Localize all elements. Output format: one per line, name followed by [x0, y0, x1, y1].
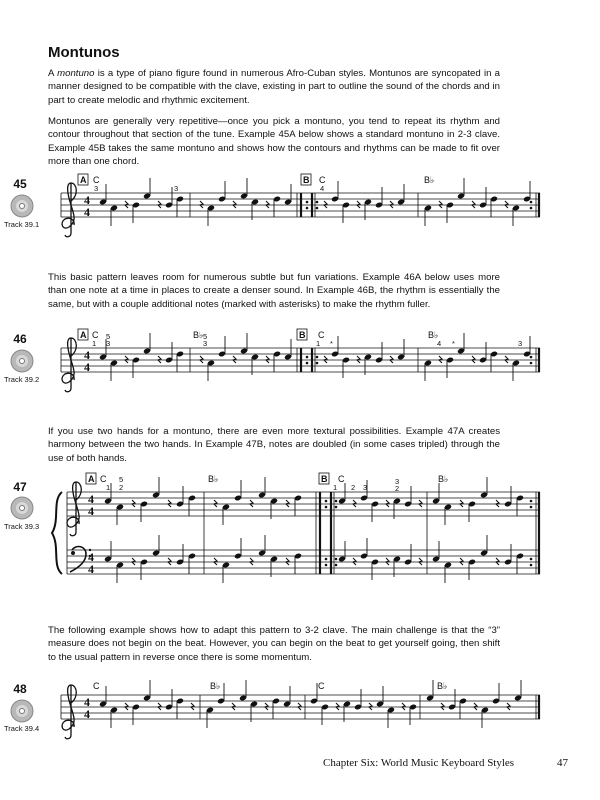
rest	[474, 703, 477, 710]
rest	[324, 201, 327, 208]
chord-symbol: B♭	[437, 681, 448, 691]
rest	[233, 201, 236, 208]
rest	[125, 703, 128, 710]
rest	[419, 500, 422, 507]
rest	[496, 500, 499, 507]
rest	[472, 201, 475, 208]
rest	[369, 703, 372, 710]
fingering: 3	[203, 339, 208, 348]
paragraph-4: If you use two hands for a montuno, there are even more textural possibilities. Example 47A creates harmony between the two hands. In Example 47B, notes are doubled (in some cases tripled) through the use of both hands.	[48, 426, 500, 464]
rest	[386, 500, 389, 507]
rest	[214, 558, 217, 565]
rest	[286, 558, 289, 565]
example-number: 48	[13, 682, 27, 696]
rest	[214, 500, 217, 507]
fingering: 3	[94, 184, 99, 193]
time-sig-top: 4	[84, 348, 90, 362]
fingering: 2	[395, 484, 400, 493]
rest	[472, 356, 475, 363]
rest	[353, 500, 356, 507]
rest	[496, 558, 499, 565]
chord-symbol: C	[92, 330, 99, 340]
rest	[460, 558, 463, 565]
time-sig-bottom: 4	[88, 562, 94, 576]
rest	[298, 703, 301, 710]
track-label: Track 39.1	[4, 220, 40, 229]
rest	[324, 356, 327, 363]
time-sig-top: 4	[84, 193, 90, 207]
rest	[232, 703, 235, 710]
example-number: 45	[13, 177, 27, 191]
rest	[125, 356, 128, 363]
fingering: 2	[351, 483, 356, 492]
para-text: A	[48, 68, 58, 79]
staff-46	[61, 333, 540, 392]
rest	[191, 703, 194, 710]
staff-47	[52, 477, 540, 583]
paragraph-5: The following example shows how to adapt this pattern to 3-2 clave. The main challenge is that the “3” measure does not begin on the beat. However, you can begin on the beat to get yourself going, then shift to the usual pattern in reverse once there is some momentum.	[48, 625, 500, 663]
rest	[266, 356, 269, 363]
time-sig-top: 4	[88, 492, 94, 506]
rest	[200, 356, 203, 363]
fingering: 3	[363, 483, 368, 492]
section-box-a: A	[80, 330, 87, 340]
rest	[439, 201, 442, 208]
fingering: 5	[119, 475, 124, 484]
chord-symbol: B♭	[193, 330, 204, 340]
example-number: 46	[13, 332, 27, 346]
rest	[419, 558, 422, 565]
fingering: 2	[119, 483, 124, 492]
chord-symbol: B♭	[424, 175, 435, 185]
track-label: Track 39.4	[4, 724, 40, 733]
section-box-b: B	[303, 175, 310, 185]
rest	[200, 201, 203, 208]
section-title: Montunos	[48, 44, 120, 61]
fingering: 4	[437, 339, 442, 348]
fingering: 5	[203, 332, 208, 341]
fingering: 1	[106, 483, 111, 492]
section-box-a: A	[88, 474, 95, 484]
paragraph-3: This basic pattern leaves room for numerous subtle but fun variations. Example 46A below uses more than one note at a time in places to create a denser sound. In Example 46B, the rhythm is essentially the same, but with a couple additional notes (marked with asterisks) to make the rhythm fuller.	[48, 272, 500, 310]
term-montuno: montuno	[57, 68, 95, 79]
rest	[132, 500, 135, 507]
fingering: 1	[316, 339, 321, 348]
staff-45	[61, 178, 540, 237]
page-number: 47	[557, 757, 568, 769]
rest	[250, 558, 253, 565]
chord-symbol: C	[93, 681, 100, 691]
rest	[158, 356, 161, 363]
rest	[233, 356, 236, 363]
chord-symbol: C	[93, 175, 100, 185]
para-text: is a type of piano figure found in numerous Afro-Cuban styles. Montunos are syncopated in a manner designed to be compatible with the clave, existing in part to outline the sound of the chords and in part to create melodic and rhythmic excitement.	[48, 68, 500, 106]
fingering: 3	[395, 477, 400, 486]
chord-symbol: C	[318, 681, 325, 691]
section-box-a: A	[80, 175, 87, 185]
chord-symbol: C	[318, 330, 325, 340]
rest	[265, 703, 268, 710]
staff-48	[61, 680, 540, 739]
rest	[357, 356, 360, 363]
notes	[99, 680, 522, 728]
rest	[390, 356, 393, 363]
fingering: 3	[174, 184, 179, 193]
time-sig-bottom: 4	[84, 205, 90, 219]
rest	[357, 201, 360, 208]
rest	[168, 500, 171, 507]
rest	[266, 201, 269, 208]
time-sig-bottom: 4	[84, 707, 90, 721]
fingering: *	[330, 339, 333, 348]
rest	[441, 703, 444, 710]
chord-symbol: B♭	[210, 681, 221, 691]
rest	[390, 201, 393, 208]
chord-symbol: B♭	[438, 474, 449, 484]
time-sig-top: 4	[84, 695, 90, 709]
rest	[460, 500, 463, 507]
chord-symbol: C	[319, 175, 326, 185]
section-box-b: B	[299, 330, 306, 340]
rest	[439, 356, 442, 363]
fingering: *	[452, 339, 455, 348]
example-number: 47	[13, 480, 27, 494]
rest	[250, 500, 253, 507]
fingering: 1	[333, 483, 338, 492]
chord-symbol: C	[100, 474, 107, 484]
rest	[353, 558, 356, 565]
rest	[386, 558, 389, 565]
rest	[507, 703, 510, 710]
rest	[505, 201, 508, 208]
rest	[158, 703, 161, 710]
time-sig-bottom: 4	[88, 504, 94, 518]
rest	[505, 356, 508, 363]
chord-symbol: C	[338, 474, 345, 484]
fingering: 5	[106, 332, 111, 341]
time-sig-top: 4	[88, 550, 94, 564]
chord-symbol: B♭	[208, 474, 219, 484]
rest	[125, 201, 128, 208]
rest	[132, 558, 135, 565]
track-label: Track 39.3	[4, 522, 40, 531]
rest	[336, 703, 339, 710]
chord-symbol: B♭	[428, 330, 439, 340]
rest	[286, 500, 289, 507]
rest	[168, 558, 171, 565]
notes	[104, 477, 524, 583]
fingering: 3	[106, 339, 111, 348]
fingering: 3	[518, 339, 523, 348]
rest	[402, 703, 405, 710]
fingering: 4	[320, 184, 325, 193]
chapter-title: Chapter Six: World Music Keyboard Styles	[323, 757, 515, 769]
time-sig-bottom: 4	[84, 360, 90, 374]
paragraph-2: Montunos are generally very repetitive—once you pick a montuno, you tend to repeat its rhythm and contour throughout that section of the tune. Example 45A below shows a standard montuno in 2-3 clave. Example 45B takes the same montuno and shows how the contours and rhythms can be made to fit over more than one chord.	[48, 116, 500, 168]
track-label: Track 39.2	[4, 375, 40, 384]
rest	[158, 201, 161, 208]
fingering: 1	[92, 339, 97, 348]
section-box-b: B	[321, 474, 328, 484]
